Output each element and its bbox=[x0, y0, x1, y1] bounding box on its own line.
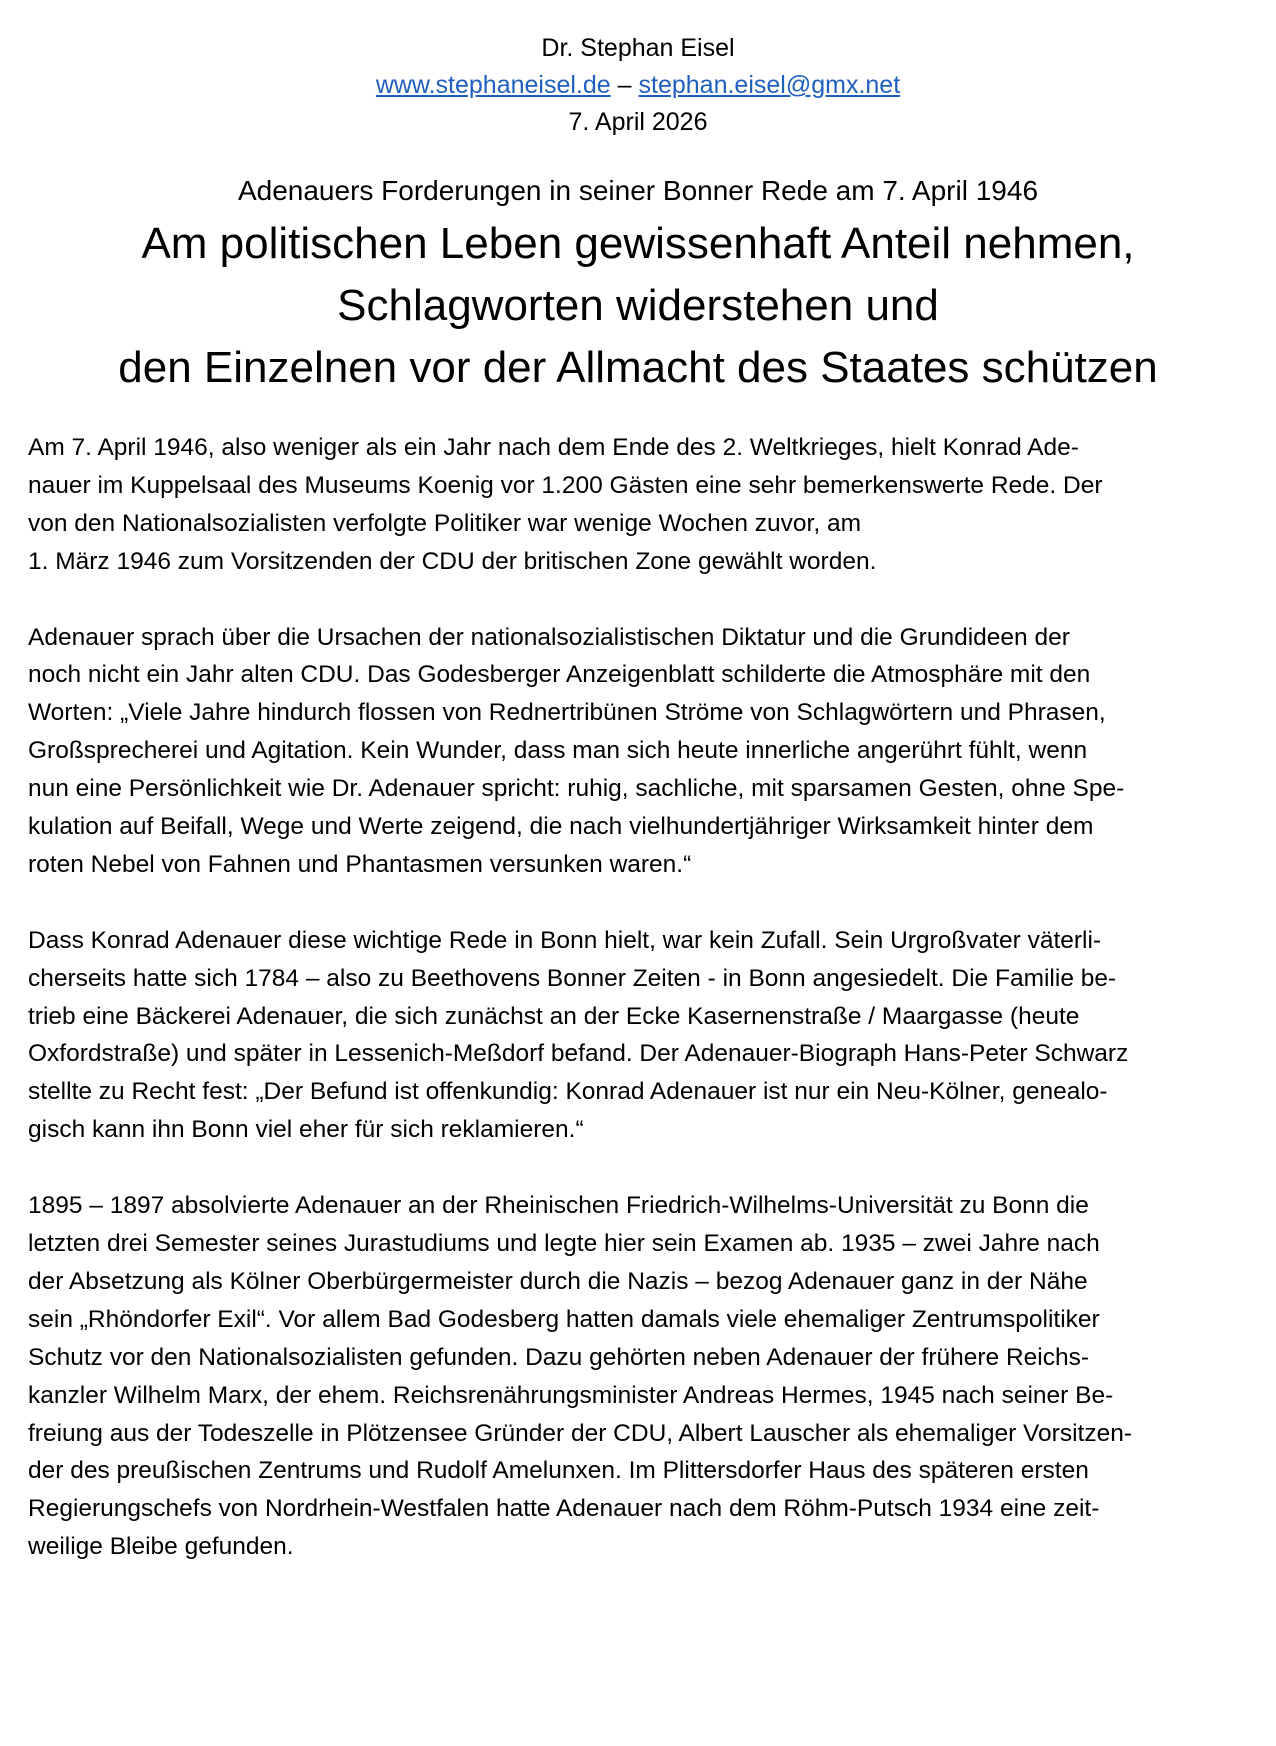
text-line: Regierungschefs von Nordrhein-Westfalen hatte Adenauer nach dem Röhm-Putsch 1934 eine zeit- bbox=[28, 1495, 1100, 1523]
document-body bbox=[28, 429, 1204, 1566]
paragraph-1 bbox=[28, 429, 1204, 581]
text-line: kulation auf Beifall, Wege und Werte zeigend, die nach vielhundertjähriger Wirksamkeit hinter dem bbox=[28, 813, 1094, 841]
text-line: trieb eine Bäckerei Adenauer, die sich zunächst an der Ecke Kasernenstraße / Maargasse (heute bbox=[28, 1002, 1080, 1030]
text-line: roten Nebel von Fahnen und Phantasmen versunken waren.“ bbox=[28, 850, 692, 878]
contact-line bbox=[72, 67, 1204, 104]
text-line: Dass Konrad Adenauer diese wichtige Rede in Bonn hielt, war kein Zufall. Sein Urgroßvater väterli- bbox=[28, 926, 1102, 954]
text-line: kanzler Wilhelm Marx, der ehem. Reichsrenährungsminister Andreas Hermes, 1945 nach seiner Be- bbox=[28, 1381, 1114, 1409]
text-line: von den Nationalsozialisten verfolgte Politiker war wenige Wochen zuvor, am bbox=[28, 509, 861, 537]
text-line: Schutz vor den Nationalsozialisten gefunden. Dazu gehörten neben Adenauer der frühere Reichs- bbox=[28, 1343, 1089, 1371]
paragraph-2 bbox=[28, 619, 1204, 884]
email-link[interactable]: stephan.eisel@gmx.net bbox=[638, 71, 901, 99]
title-line: den Einzelnen vor der Allmacht des Staates schützen bbox=[118, 343, 1158, 392]
text-line: der des preußischen Zentrums und Rudolf Amelunxen. Im Plittersdorfer Haus des späteren ersten bbox=[28, 1457, 1089, 1485]
text-line: nun eine Persönlichkeit wie Dr. Adenauer spricht: ruhig, sachliche, mit sparsamen Gesten, ohne Spe- bbox=[28, 775, 1125, 803]
document-date: 7. April 2026 bbox=[568, 108, 708, 136]
text-line: sein „Rhöndorfer Exil“. Vor allem Bad Godesberg hatten damals viele ehemaliger Zentrumspolitiker bbox=[28, 1305, 1100, 1333]
document-header bbox=[72, 30, 1204, 141]
text-line: cherseits hatte sich 1784 – also zu Beethovens Bonner Zeiten - in Bonn angesiedelt. Die Familie be- bbox=[28, 964, 1117, 992]
text-line: 1. März 1946 zum Vorsitzenden der CDU der britischen Zone gewählt worden. bbox=[28, 547, 877, 575]
text-line: Oxfordstraße) und später in Lessenich-Meßdorf befand. Der Adenauer-Biograph Hans-Peter Schwarz bbox=[28, 1040, 1129, 1068]
document-title bbox=[72, 213, 1204, 399]
paragraph-4 bbox=[28, 1187, 1204, 1566]
text-line: letzten drei Semester seines Jurastudiums und legte hier sein Examen ab. 1935 – zwei Jahre nach bbox=[28, 1229, 1100, 1257]
title-line: Am politischen Leben gewissenhaft Anteil nehmen, bbox=[141, 219, 1135, 268]
text-line: noch nicht ein Jahr alten CDU. Das Godesberger Anzeigenblatt schilderte die Atmosphäre mit den bbox=[28, 661, 1091, 689]
text-line: stellte zu Recht fest: „Der Befund ist offenkundig: Konrad Adenauer ist nur ein Neu-Kölner, genealo- bbox=[28, 1078, 1108, 1106]
text-line: Worten: „Viele Jahre hindurch flossen von Rednertribünen Ströme von Schlagwörtern und Phrasen, bbox=[28, 699, 1106, 727]
text-line: Großsprecherei und Agitation. Kein Wunder, dass man sich heute innerliche angerührt fühlt, wenn bbox=[28, 737, 1088, 765]
text-line: Adenauer sprach über die Ursachen der nationalsozialistischen Diktatur und die Grundideen der bbox=[28, 623, 1070, 651]
text-line: gisch kann ihn Bonn viel eher für sich reklamieren.“ bbox=[28, 1116, 584, 1144]
text-line: weilige Bleibe gefunden. bbox=[28, 1533, 294, 1561]
text-line: der Absetzung als Kölner Oberbürgermeister durch die Nazis – bezog Adenauer ganz in der Nähe bbox=[28, 1267, 1088, 1295]
text-line: freiung aus der Todeszelle in Plötzensee Gründer der CDU, Albert Lauscher als ehemaliger Vorsitzen- bbox=[28, 1419, 1132, 1447]
text-line: 1895 – 1897 absolvierte Adenauer an der Rheinischen Friedrich-Wilhelms-Universität zu Bonn die bbox=[28, 1192, 1089, 1220]
text-line: Am 7. April 1946, also weniger als ein Jahr nach dem Ende des 2. Weltkrieges, hielt Konrad Ade- bbox=[28, 434, 1079, 461]
author-name: Dr. Stephan Eisel bbox=[541, 34, 735, 62]
website-link[interactable]: www.stephaneisel.de bbox=[375, 71, 611, 99]
title-line: Schlagworten widerstehen und bbox=[337, 281, 939, 330]
text-line: nauer im Kuppelsaal des Museums Koenig vor 1.200 Gästen eine sehr bemerkenswerte Rede. Der bbox=[28, 471, 1103, 499]
contact-separator: – bbox=[617, 71, 632, 99]
paragraph-3 bbox=[28, 922, 1204, 1149]
document-subtitle: Adenauers Forderungen in seiner Bonner Rede am 7. April 1946 bbox=[237, 175, 1039, 206]
